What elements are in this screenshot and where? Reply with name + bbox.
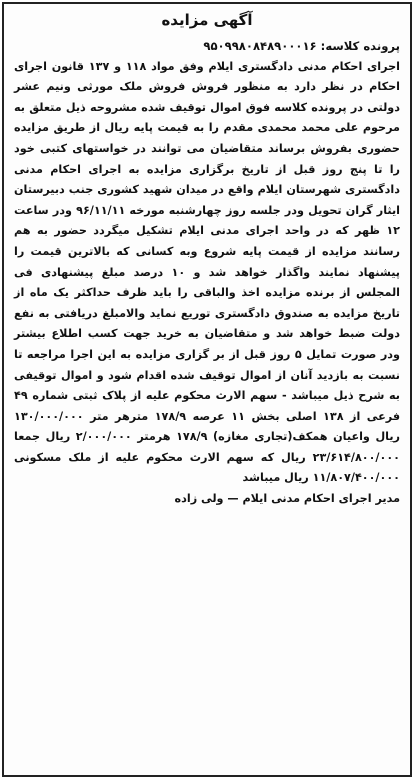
notice-title: آگهی مزایده <box>161 11 253 29</box>
case-number-line: پرونده کلاسه: ۹۵۰۹۹۸۰۸۴۸۹۰۰۰۱۶ <box>203 39 400 53</box>
notice-frame <box>2 2 412 777</box>
signature-line: مدیر اجرای احکام مدنی ایلام — ولی زاده <box>174 492 400 506</box>
notice-body <box>14 36 400 510</box>
notice-text: اجرای احکام مدنی دادگستری ایلام وفق مواد ۱۱۸ و ۱۳۷ قانون اجرای احکام در نظر دارد به منظور فروش فروش ملک مورثی ونیم عشر دولتی در پرونده کلاسه فوق اموال توقیف شده مشروحه ذیل متعلق به مرحوم علی محمد محمدی مقدم را به قیمت پایه ریال از طریق مزایده حضوری بفروش برساند متقاضیان می توانند در خواستهای کتبی خود را تا پنج روز قبل از تاریخ برگزاری مزایده به اجرای احکام مدنی دادگستری شهرستان ایلام واقع در میدان شهید کشوری جنب دبیرستان ایثار گران تحویل ودر جلسه روز چهارشنبه مورخه ۹۶/۱۱/۱۱ ودر ساعت ۱۲ ظهر که در واحد اجرای مدنی ایلام تشکیل میگردد حضور به هم رسانند مزایده از قیمت پایه شروع وبه کسانی که بالاترین قیمت را پیشنهاد نمایند واگذار خواهد شد و ۱۰ درصد مبلغ پیشنهادی فی المجلس از برنده مزایده اخذ والباقی را باید ظرف حداکثر یک ماه از تاریخ مزایده به صندوق دادگستری توریع نماید والامبلغ دریافتی به نفع دولت ضبط خواهد شد و متقاضیان به خرید جهت کسب اطلاع بیشتر ودر صورت تمایل ۵ روز قبل از بر گزاری مزایده به این اجرا مراجعه تا نسبت به بازدید آنان از اموال توقیف شده اقدام شود و اموال توقیفی به شرح ذیل میباشد - سهم الارث محکوم علیه از پلاک ثبتی شماره ۴۹ فرعی از ۱۳۸ اصلی بخش ۱۱ عرصه ۱۷۸/۹ مترهر متر ۱۳۰/۰۰۰/۰۰۰ ریال واعیان همکف(تجاری مغازه) ۱۷۸/۹ هرمتر ۲/۰۰۰/۰۰۰ ریال جمعا ۲۳/۶۱۴/۸۰۰/۰۰۰ ریال که سهم الارث محکوم علیه از ملک مسکونی ۱۱/۸۰۷/۴۰۰/۰۰۰ ریال میباشد <box>14 59 401 485</box>
